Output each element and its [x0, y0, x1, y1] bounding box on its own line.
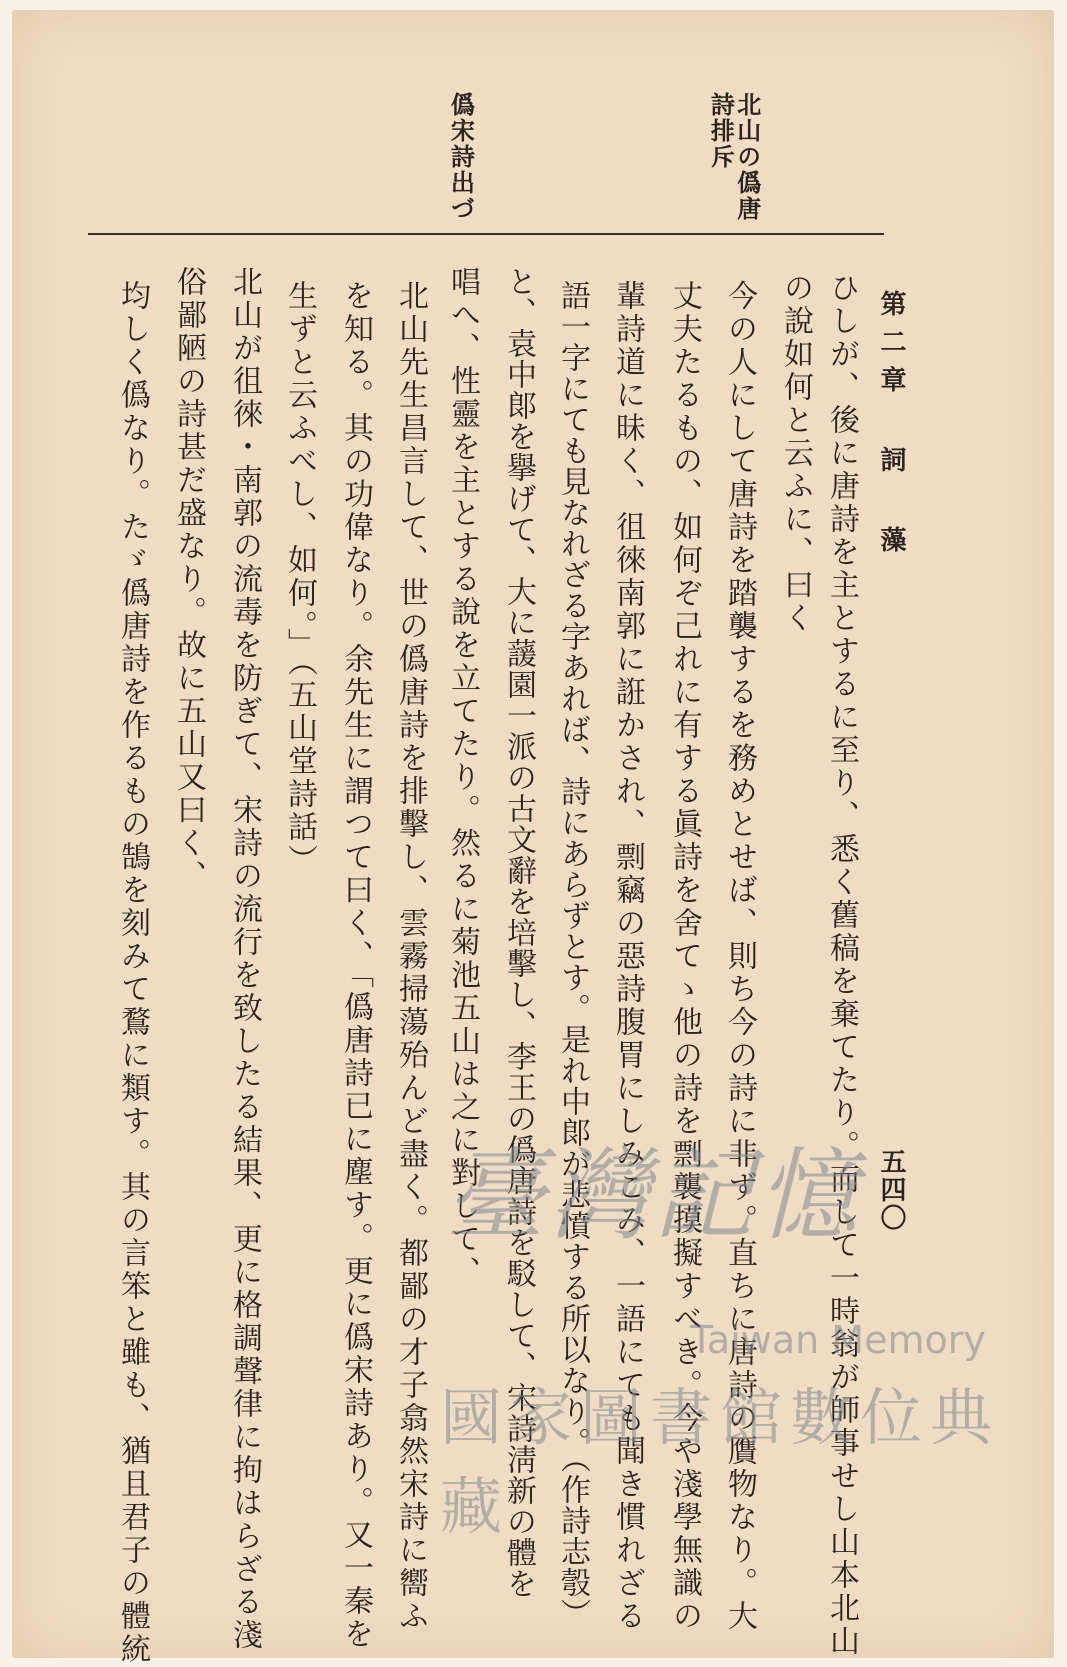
text-column: 生ずと云ふべし、如何。」（五山堂詩話） — [282, 280, 317, 877]
text-column: 俗鄙陋の詩甚だ盛なり。故に五山又曰く、 — [171, 266, 206, 893]
text-column: の說如何と云ふに、曰く — [778, 272, 813, 635]
text-column: 均しく僞なり。たゞ僞唐詩を作るもの鵠を刻みて鶩に類す。其の言笨と雖も、猶且君子の體統 — [115, 280, 150, 1666]
chapter-header: 第二章 詞 藻 — [876, 290, 906, 564]
text-column: 語一字にても見なれざる字あれば、詩にあらずとす。是れ中郞が悲憤する所以なり。（作詩志彀） — [555, 280, 590, 1629]
header-rule — [88, 233, 884, 235]
margin-note-1: 北山の僞唐詩排斥 — [706, 92, 762, 222]
watermark-english: Taiwan Memory — [690, 1318, 986, 1362]
page-number: 五四〇 — [876, 1148, 906, 1232]
text-column: 唱へ、性靈を主とする說を立てたり。然るに菊池五山は之に對して、 — [445, 266, 480, 1289]
text-column: 今の人にして唐詩を踏襲するを務めとせば、則ち今の詩に非ず。直ちに唐詩の贋物なり。大 — [722, 280, 757, 1633]
text-column: ひしが、後に唐詩を主とするに至り、悉く舊稿を棄てたり。而して一時翁が師事せし山本北山 — [824, 272, 859, 1658]
text-column: 丈夫たるもの、如何ぞ己れに有する眞詩を舍てゝ他の詩を剽襲摸擬すべき。今や淺學無識の — [667, 280, 702, 1633]
text-column: 北山先生昌言して、世の僞唐詩を排擊し、雲霧掃蕩殆んど盡く。都鄙の才子翕然宋詩に嚮ふ — [393, 280, 428, 1633]
text-column: 輩詩道に昧く、徂徠南郭に誑かされ、剽竊の惡詩腹胃にしみこみ、一語にても聞き慣れざる — [610, 280, 645, 1633]
text-column: と、袁中郞を擧げて、大に蘐園一派の古文辭を培擊し、李王の僞唐詩を駁して、宋詩淸新の體を — [501, 266, 536, 1599]
text-column: 北山が徂徠・南郭の流毒を防ぎて、宋詩の流行を致したる結果、更に格調聲律に拘はらざる淺 — [227, 266, 262, 1652]
text-column: を知る。其の功偉なり。余先生に謂つて曰く、「僞唐詩已に塵す。更に僞宋詩あり。又一秦を — [338, 280, 373, 1651]
watermark-subtitle: 國家圖書館數位典藏 — [440, 1381, 1001, 1543]
watermark-logo: 臺灣記憶 — [445, 1137, 861, 1254]
margin-note-2: 僞宋詩出づ — [446, 92, 476, 222]
